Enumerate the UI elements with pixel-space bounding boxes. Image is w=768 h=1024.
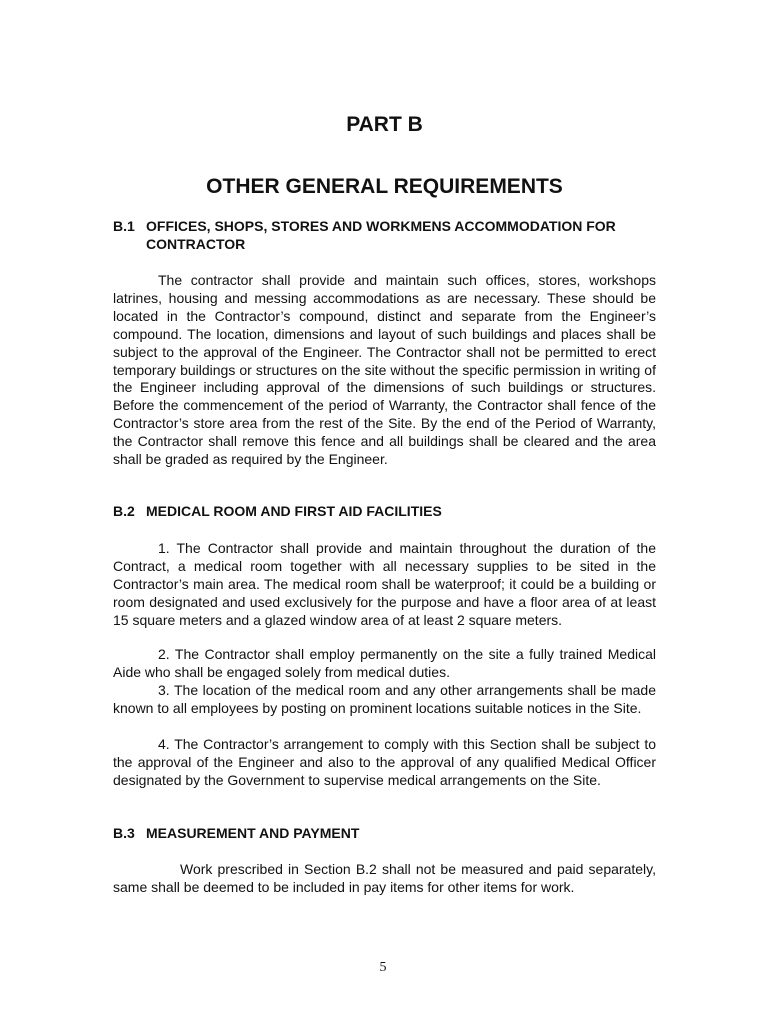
section-number: B.1	[113, 218, 135, 234]
page-number: 5	[379, 960, 387, 975]
section-b1-paragraph: The contractor shall provide and maintain such offices, stores, workshops latrines, housing and messing accommodations as are necessary. These should be located in the Contractor’s compound, distinct and separate from the Engineer’s compound. The location, dimensions and layout of such buildings and places shall be subject to the approval of the Engineer. The Contractor shall not be permitted to erect temporary buildings or structures on the site without the specific permission in writing of the Engineer including approval of the dimensions of such buildings or structures. Before the commencement of the period of Warranty, the Contractor shall fence of the Contractor’s store area from the rest of the Site. By the end of the Period of Warranty, the Contractor shall remove this fence and all buildings shall be cleared and the area shall be graded as required by the Engineer.	[113, 272, 656, 468]
section-b3-heading	[113, 824, 656, 842]
section-b2-item-1: 1. The Contractor shall provide and maintain throughout the duration of the Contract, a medical room together with all necessary supplies to be sited in the Contractor’s main area. The medical room shall be waterproof; it could be a building or room designated and used exclusively for the purpose and have a floor area of at least 15 square meters and a glazed window area of at least 2 square meters.	[113, 540, 656, 628]
section-title: MEDICAL ROOM AND FIRST AID FACILITIES	[146, 503, 442, 519]
section-number: B.2	[113, 503, 135, 519]
section-title-line2: CONTRACTOR	[146, 236, 246, 252]
section-b1-heading	[113, 217, 656, 253]
section-title-line1: OFFICES, SHOPS, STORES AND WORKMENS ACCOMMODATION FOR	[146, 218, 616, 234]
main-title: OTHER GENERAL REQUIREMENTS	[206, 175, 563, 198]
section-b2-heading	[113, 502, 656, 520]
section-b2-item-3: 3. The location of the medical room and any other arrangements shall be made known to all employees by posting on prominent locations suitable notices in the Site.	[113, 682, 656, 716]
section-title: MEASUREMENT AND PAYMENT	[146, 825, 360, 841]
section-b2-item-4: 4. The Contractor’s arrangement to comply with this Section shall be subject to the approval of the Engineer and also to the approval of any qualified Medical Officer designated by the Government to supervise medical arrangements on the Site.	[113, 736, 656, 788]
section-number: B.3	[113, 825, 135, 841]
part-title: PART B	[346, 113, 423, 136]
section-b3-paragraph: Work prescribed in Section B.2 shall not be measured and paid separately, same shall be deemed to be included in pay items for other items for work.	[113, 861, 656, 895]
section-b2-item-2: 2. The Contractor shall employ permanently on the site a fully trained Medical Aide who shall be engaged solely from medical duties.	[113, 646, 656, 680]
